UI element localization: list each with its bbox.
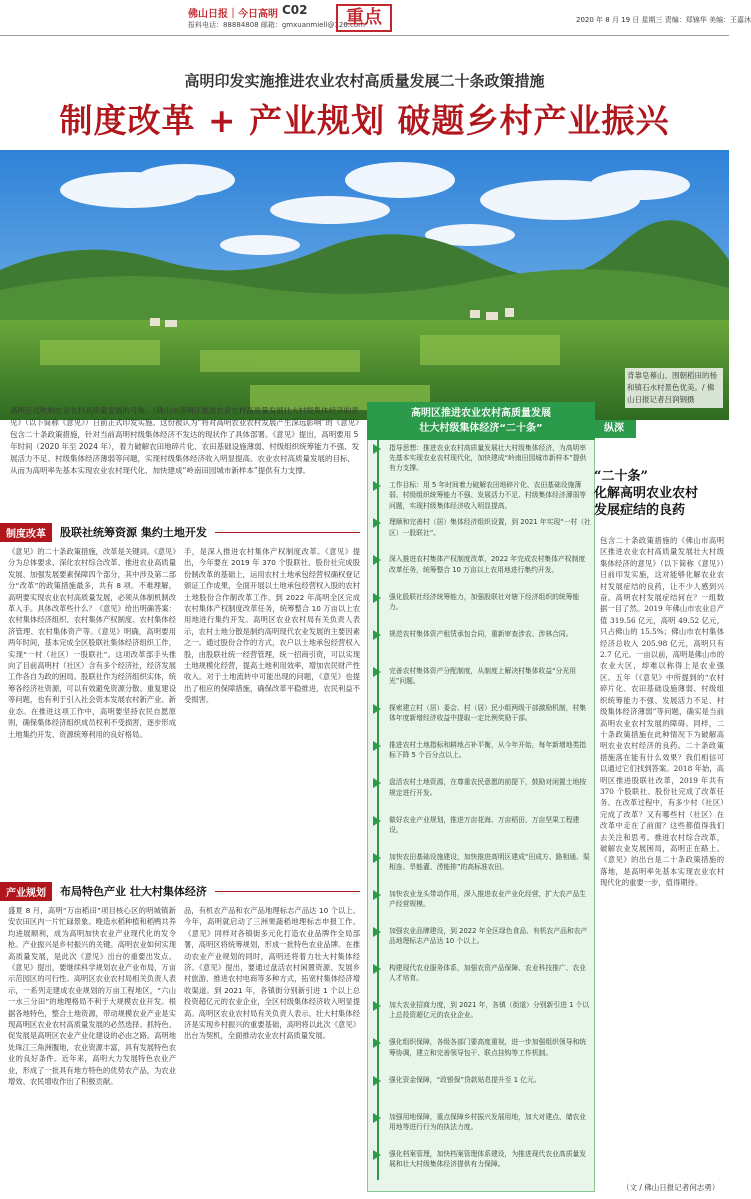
newspaper-logo: 佛山日报｜今日高明 xyxy=(188,9,278,20)
arrow-icon xyxy=(373,704,381,714)
policy-item xyxy=(371,443,591,478)
policy-item-text: 加快农田基础设施建设，加快推进高明区建成“田成方、路相通、渠相连、旱能灌、涝能排”的高标准农田。 xyxy=(389,852,590,871)
policy-item xyxy=(371,1149,591,1184)
photo-caption: 背靠皂幕山、围朝稻田的杨和镇石水村景色优美。/ 佛山日报记者吕润钢摄 xyxy=(625,368,723,408)
arrow-icon xyxy=(373,593,381,603)
commentary-body: 包含二十条政策措施的《佛山市高明区推进农业农村高质量发展壮大村级集体经济的意见》（以下简称《意见》）日前印发实施，这对能够化解农业农村发展症结的良药，让不少人感到兴奋。高明农村发展症结何在？一组数据一目了然。2019 年佛山市农业总产值 319.56 亿元，高明 49.52 亿元，只占佛山的 15.5%；佛山市农村集体经济总收入 205.98 亿元，高明只有 2.7 亿元。一亩以前，高明是佛山市的农业大区，却难以称得上是农业强区。五年（《意见》中所提到的“农村碎片化、农田基础设施薄弱、村级组织统筹能力不强、发展活力不足、村级集体经济薄弱”等问题，确实是当前高明农业农村发展的障碍。同样，二十条政策措施在此种情况下为破解高明农业农村经济的良药。二十条政策措施落在能有什么效果？我们相信可以通过它们找到答案。2018 年始，高明区推进股联社改革，2019 年共有 370 个股联社、股份社完成了改革任务。在改革过程中，有多少村（社区）完成了改革？又有哪些村（社区）在改革中走在了前面？这些都值得我们去关注和思考。推进农村综合改革，破解农业发展困局，高明正在路上。《意见》的出台是二十条政策措施的落地，是高明率先基本实现农业农村现代化的重要一步，值得期待。 xyxy=(600,536,724,888)
policy-item-text: 盘活农村土地资源，在尊重农民意愿的前提下，鼓励对闲置土地按规定进行开发。 xyxy=(389,778,587,797)
policy-item xyxy=(371,1112,591,1147)
masthead xyxy=(0,0,751,36)
policy-item xyxy=(371,703,591,738)
policy-item-text: 规范农村集体资产租赁承包合同，重新审查涉农、涉林合同。 xyxy=(389,629,573,638)
policy-item-text: 理顺和完善村（居）集体经济组织设置，到 2021 年实现“一村（社区）一股联社”。 xyxy=(389,518,591,537)
arrow-icon xyxy=(373,444,381,454)
section1-rule xyxy=(215,532,360,533)
arrow-icon xyxy=(373,816,381,826)
kicker-headline: 高明印发实施推进农业农村高质量发展二十条政策措施 xyxy=(184,72,545,90)
policy-item xyxy=(371,517,591,552)
policy-item-text: 强化资金保障，“政银保”贷款贴息提升至 1 亿元。 xyxy=(389,1075,541,1084)
arrow-icon xyxy=(373,1113,381,1123)
policy-item xyxy=(371,1037,591,1072)
section1-title: 股联社统筹资源 集约土地开发 xyxy=(60,526,207,539)
page-number: C02 xyxy=(282,3,308,17)
commentary-title: “二十条” 化解高明农业农村 发展症结的良药 xyxy=(594,469,699,518)
policy-item-text: 构建现代农业服务体系，加强农资产品保障、农业科技推广、农业人才培育。 xyxy=(389,964,587,983)
policy-item xyxy=(371,1000,591,1035)
policy-item-text: 加强农业品牌建设，到 2022 年全区绿色食品、有机农产品和农产品地理标志产品达 10 个以上。 xyxy=(389,926,588,946)
policy-panel-title-text: 高明区推进农业农村高质量发展 壮大村级集体经济“二十条” xyxy=(411,408,551,434)
policy-item-text: 完善农村集体资产分配制度，从制度上解决村集体收益“分光用光”问题。 xyxy=(389,666,577,686)
arrow-icon xyxy=(373,1150,381,1160)
policy-item-text: 工作目标：用 5 年时间着力破解农田地碎片化、农田基础设施薄弱、村级组织统筹能力不强、发展活力不足、村级集体经济薄弱等问题，实现村级集体经济收入明显提高。 xyxy=(389,481,587,510)
arrow-icon xyxy=(373,964,381,974)
policy-item-text: 加大农业招商力度，到 2021 年，各镇（街道）分别新引进 1 个以上总投资超亿元的农业企业。 xyxy=(389,1001,590,1020)
section1-header xyxy=(0,522,360,542)
byline: （文 / 佛山日报记者何志勇） xyxy=(622,1183,720,1192)
arrow-icon xyxy=(373,741,381,751)
policy-item xyxy=(371,629,591,664)
policy-item xyxy=(371,740,591,775)
policy-item xyxy=(371,480,591,515)
section-label: 重点 xyxy=(336,4,392,32)
policy-item-text: 推进农村土地指标和耕地占补平衡，从今年开始，每年新增地类指标下降 5 个百分点以上。 xyxy=(389,741,587,760)
arrow-icon xyxy=(373,927,381,937)
policy-item xyxy=(371,592,591,627)
policy-panel-title xyxy=(367,402,595,440)
contact-info: 报料电话：88884808 邮箱：gmxuanmiell@126.com xyxy=(188,21,365,29)
arrow-icon xyxy=(373,518,381,528)
lead-paragraph: 高明正式吹响农业农村高质量发展的号角。《佛山市高明区推进农业农村高质量发展壮大村级集体经济的意见》（以下简称《意见》）日前正式印发实施。这份被认为“将对高明农业农村发展产生深远影响”的《意见》包含二十条政策措施，针对当前高明村级集体经济不发达的现状作了具体部署。《意见》提出，高明要用 5 年时间（2020 年至 2024 年），着力破解农田地碎片化、农田基础设施薄弱、村级组织统筹能力不强、发展活力不足、村级集体经济薄弱等问题，实现村级集体经济收入明显提高、农业农村高质量发展的目标，从而为高明率先基本实现农业农村现代化、加快建成“岭南田园城市新样本”提供有力支撑。 xyxy=(10,406,360,475)
policy-item xyxy=(371,889,591,924)
policy-item xyxy=(371,666,591,701)
section1-column1: 《意见》的二十条政策措施，改革是关键词。《意见》分为总体要求、深化农村综合改革、推进农业高质量发展、加强发展要素保障四个部分，其中涉及第二部分“改革”的政策措施最多，共有 8 项。不难理解，高明要实现农业农村高质量发展，必须从体制机制改革入手。具体改革些什么？《意见》给出明确答案：农村集体经济组织、农村集体产权制度、农村集体经济管理、农村集体资产等。《意见》明确，高明要用两年时间，基本完成全区股联社集体经济组织工作，实现“一村（社区）一股联社”。这项改革部手头推向了目前高明村（社区）含有多个经济社，经济发展工作各自为政的困局。股联社作为经济组织实体，统筹各经济社资源，可以有效避免资源分散、重复建设等问题，也有利于引入社会资本发展农村新产业、新业态。在推进这项工作中，高明要坚持农民自愿原则，确保集体经济组织成员权利不受损害，逐步形成土地集约开发、资源统筹利用的良好格局。 xyxy=(8,547,176,739)
policy-item xyxy=(371,852,591,887)
arrow-icon xyxy=(373,667,381,677)
policy-item xyxy=(371,1075,591,1110)
main-headline: 制度改革 + 产业规划 破题乡村产业振兴 xyxy=(59,101,670,140)
policy-item-text: 强化组织保障，各级各部门要高度重视，进一步加强组织领导和统筹协调，建立和完善领导包干、联点挂钩等工作机制。 xyxy=(389,1038,587,1057)
policy-item-text: 加快农业龙头带动作用，深入推进农业产业化经营，扩大农产品生产经营规模。 xyxy=(389,889,587,908)
arrow-icon xyxy=(373,1001,381,1011)
section1-tag: 制度改革 xyxy=(0,523,52,542)
arrow-icon xyxy=(373,778,381,788)
section2-header xyxy=(0,881,360,901)
policy-item xyxy=(371,815,591,850)
commentary-tag: 纵深 xyxy=(592,420,636,438)
policy-item xyxy=(371,777,591,812)
section2-column1: 盛夏 8 月，高明“万亩稻田”项目核心区的明城镇新安农田区内一片忙碌景象。晚造水稻种植和稻鸭共养均进展顺利，成为高明加快农业产业现代化的发令枪。产业振兴是乡村振兴的关键。高明农业如何实现高质量发展，是此次《意见》出台的重要出发点。《意见》提出，要继续科学规划农业产业布局，万亩示范园区的可行性。高明区农业农村局相关负责人表示，一系列走建成农业规划的万亩工程地区，“六山一水三分田”的地理格局不利于大规模农业开发。根据各地特色，整合土地资源，带动规模农业产业是实现高明区农业农村高质量发展的必然选择。抓特色、促发展是高明区农业产业化建设的必由之路。高明地处珠江三角洲腹地，农业资源丰富，具有发展特色农业的良好条件。近年来，高明大力发展特色农业产业，形成了一批具有地方特色的优势农产品，为农业增效、农民增收作出了积极贡献。 xyxy=(8,906,176,1087)
policy-item-text: 强化股联社经济统筹能力，加强股联社对辖下经济组织的统筹能力。 xyxy=(389,592,580,611)
arrow-icon xyxy=(373,555,381,565)
policy-item-text: 加强用地保障，重点保障乡村振兴发展用地，加大对建点、储农业用地等进行行为的执法力度。 xyxy=(389,1112,587,1131)
section2-title: 布局特色产业 壮大村集体经济 xyxy=(60,885,207,898)
arrow-icon xyxy=(373,1076,381,1086)
section2-rule xyxy=(215,891,360,892)
arrow-icon xyxy=(373,630,381,640)
landscape-photo xyxy=(0,150,729,420)
policy-item-text: 指导思想：推进农业农村高质量发展壮大村级集体经济，为高明率先基本实现农业农村现代化，加快建成“岭南田园城市新样本”提供有力支撑。 xyxy=(389,444,587,473)
arrow-icon xyxy=(373,853,381,863)
policy-item xyxy=(371,554,591,589)
policy-item-text: 探索建立村（居）委会、村（居）民小组两级干部激励机制，村集体年度新增经济收益中提取一定比例奖励干部。 xyxy=(389,704,587,723)
section1-column2: 手，是深入推进农村集体产权制度改革。《意见》提出，今年要在 2019 年 370 个股联社、股份社完成股份制改革的基础上，运用农村土地承包经营权确权登记颁证工作成果，全面开展以土地承包经营权入股的农村土地股份合作制改革工作。到 2022 年高明全区完成农村集体产权制度改革任务，统筹整合 10 万亩以上农用地进行集约开发。高明区农业农村局有关负责人表示，农村土地分散是制约高明现代农业发展的主要因素之一。通过股份合作的方式，农户以土地承包经营权入股，由股联社统一经营管理，统一招商引资，可以实现土地规模化经营，提高土地利用效率，增加农民财产性收入。对于土地流转中可能出现的问题，《意见》也提出了相应的保障措施，确保改革平稳推进，农民利益不受损害。 xyxy=(184,547,360,705)
section2-column2: 品，有机农产品和农产品地理标志产品达 10 个以上。今年，高明就启动了三洲果蔬稻地理标志申报工作。《意见》同样对各镇街多元化打造农业品牌作全局部署，高明区将统筹规划，形成一批特色农业品牌。在推动农业产业规划的同时，高明还将着力壮大村集体经济。《意见》提出，要通过盘活农村闲置资源、发展乡村旅游、推进农村电商等多种方式，拓宽村集体经济增收渠道。到 2021 年，各镇街分别新引进 1 个以上总投资超亿元的农业企业，全区村级集体经济收入明显提高。高明区农业农村局有关负责人表示，壮大村集体经济是实现乡村振兴的重要基础，高明将以此次《意见》出台为契机，全面推动农业农村高质量发展。 xyxy=(184,906,360,1041)
policy-item-text: 深入推进农村集体产权制度改革，2022 年完成农村集体产权制度改革任务，统筹整合 10 万亩以上农用地进行集约开发。 xyxy=(389,555,586,574)
arrow-icon xyxy=(373,481,381,491)
section2-tag: 产业规划 xyxy=(0,882,52,901)
issue-date: 2020 年 8 月 19 日 星期三 责编：郑锦华 美编：王嘉沐 xyxy=(576,16,751,24)
policy-item-text: 强化档案管理，加快档案管理体系建设，为推进现代农业高质量发展和壮大村级集体经济提供有力保障。 xyxy=(389,1149,587,1169)
policy-item xyxy=(371,963,591,998)
arrow-icon xyxy=(373,1038,381,1048)
policy-item xyxy=(371,926,591,961)
arrow-icon xyxy=(373,890,381,900)
policy-item-text: 做好农业产业规划，推进万亩花海、万亩稻田、万亩坚果工程建设。 xyxy=(389,815,580,834)
